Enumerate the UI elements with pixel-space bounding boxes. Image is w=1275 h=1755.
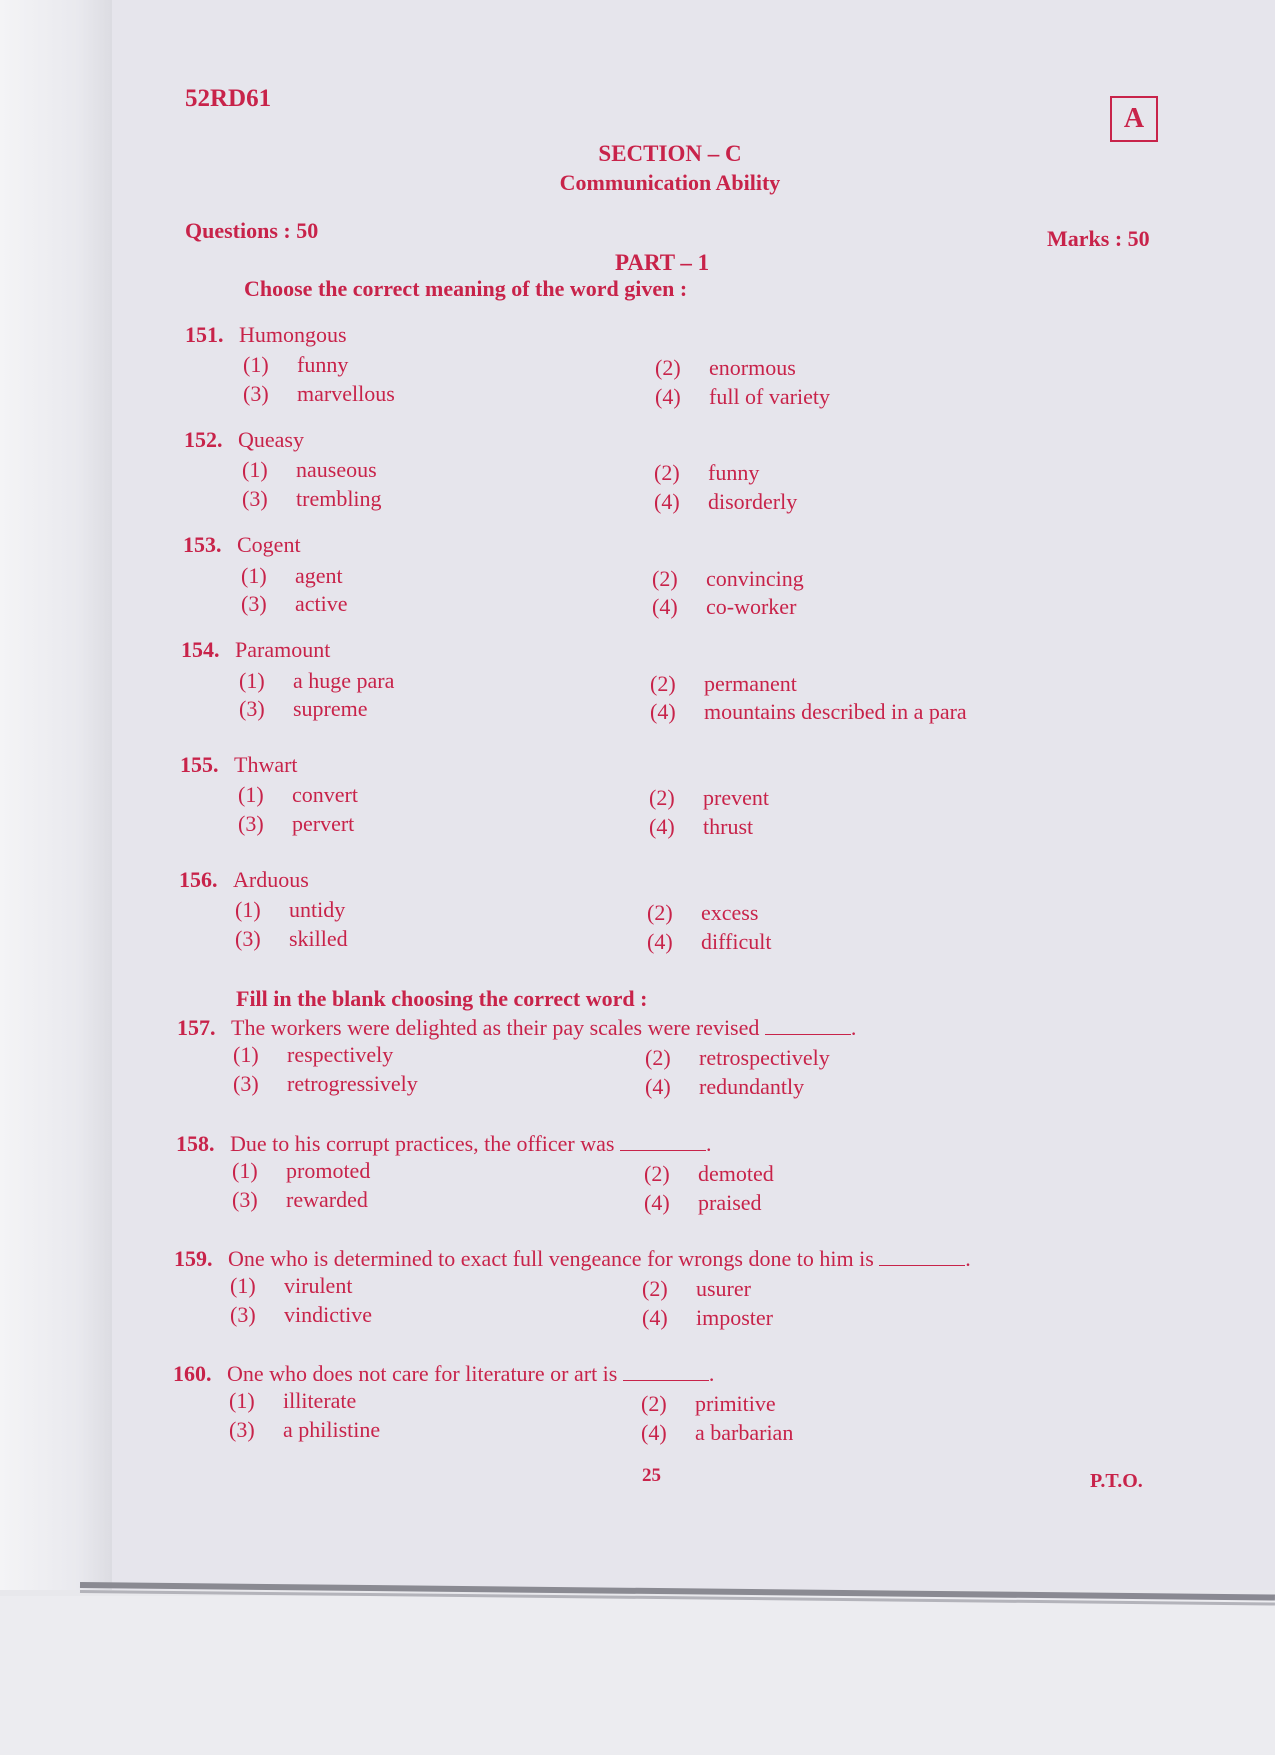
option-2[interactable]: (2) convincing <box>652 566 804 591</box>
option-1[interactable]: (1) respectively <box>233 1042 394 1067</box>
questions-count: Questions : 50 <box>185 218 319 243</box>
section-subtitle: Communication Ability <box>559 170 781 195</box>
option-1[interactable]: (1) a huge para <box>239 668 395 693</box>
option-1[interactable]: (1) illiterate <box>229 1388 357 1413</box>
booklet-series-box: A <box>1110 96 1158 142</box>
option-3[interactable]: (3) trembling <box>242 486 382 511</box>
marks-total: Marks : 50 <box>1047 226 1150 251</box>
question-153 <box>183 532 1243 619</box>
option-4[interactable]: (4) mountains described in a para <box>650 699 967 724</box>
answer-blank <box>879 1243 965 1266</box>
option-3[interactable]: (3) retrogressively <box>233 1071 418 1096</box>
option-4[interactable]: (4) imposter <box>642 1305 773 1330</box>
question-152 <box>184 427 1244 514</box>
booklet-binding <box>0 0 114 1590</box>
option-1[interactable]: (1) virulent <box>230 1273 353 1298</box>
option-4[interactable]: (4) redundantly <box>645 1074 805 1099</box>
option-4[interactable]: (4) thrust <box>649 814 754 839</box>
instruction-fill-blank: Fill in the blank choosing the correct word : <box>236 986 648 1011</box>
option-1[interactable]: (1) nauseous <box>242 457 377 482</box>
question-number: 155. <box>180 752 219 777</box>
option-4[interactable]: (4) co-worker <box>652 594 797 619</box>
option-1[interactable]: (1) promoted <box>232 1158 371 1183</box>
answer-blank <box>623 1358 709 1381</box>
section-title: SECTION – C <box>598 141 742 166</box>
question-number: 160. <box>173 1361 212 1386</box>
option-1[interactable]: (1) funny <box>243 352 349 377</box>
question-number: 159. <box>174 1246 213 1271</box>
answer-blank <box>765 1012 851 1035</box>
question-text: Arduous <box>233 867 309 892</box>
part-heading: PART – 1 <box>615 250 710 275</box>
question-154 <box>181 637 1241 724</box>
question-number: 153. <box>183 532 222 557</box>
option-2[interactable]: (2) permanent <box>650 671 797 696</box>
question-159: 159. One who is determined to exact full vengeance for wrongs done to him is . (1) virulent (2) usurer (3) vindictive (4) imposter <box>174 1243 1234 1273</box>
question-number: 154. <box>181 637 220 662</box>
page-number: 25 <box>642 1465 661 1486</box>
question-160: 160. One who does not care for literature or art is . (1) illiterate (2) primitive (3) a philistine (4) a barbarian <box>173 1358 1233 1388</box>
option-2[interactable]: (2) demoted <box>644 1161 774 1186</box>
question-text: Thwart <box>234 752 298 777</box>
pto-label: P.T.O. <box>1090 1470 1143 1492</box>
option-3[interactable]: (3) pervert <box>238 811 355 836</box>
option-3[interactable]: (3) vindictive <box>230 1302 372 1327</box>
option-3[interactable]: (3) a philistine <box>229 1417 381 1442</box>
option-2[interactable]: (2) retrospectively <box>645 1045 830 1070</box>
question-number: 157. <box>177 1015 216 1040</box>
question-number: 156. <box>179 867 218 892</box>
option-3[interactable]: (3) supreme <box>239 696 368 721</box>
question-text: Cogent <box>237 532 301 557</box>
option-2[interactable]: (2) enormous <box>655 355 796 380</box>
option-2[interactable]: (2) primitive <box>641 1391 776 1416</box>
option-4[interactable]: (4) a barbarian <box>641 1420 794 1445</box>
option-3[interactable]: (3) rewarded <box>232 1187 368 1212</box>
question-text: The workers were delighted as their pay scales were revised <box>231 1015 760 1040</box>
option-4[interactable]: (4) disorderly <box>654 489 798 514</box>
option-1[interactable]: (1) convert <box>238 782 358 807</box>
option-3[interactable]: (3) skilled <box>235 926 348 951</box>
question-text: Due to his corrupt practices, the officer was <box>230 1131 615 1156</box>
question-text: Paramount <box>235 637 331 662</box>
option-1[interactable]: (1) agent <box>241 563 343 588</box>
background-surface <box>0 1596 1275 1755</box>
question-text: One who does not care for literature or art is <box>227 1361 618 1386</box>
question-156 <box>179 867 1239 954</box>
option-2[interactable]: (2) prevent <box>649 785 769 810</box>
question-number: 151. <box>185 322 224 347</box>
option-3[interactable]: (3) active <box>241 591 348 616</box>
question-155 <box>180 752 1240 839</box>
option-4[interactable]: (4) praised <box>644 1190 762 1215</box>
option-3[interactable]: (3) marvellous <box>243 381 395 406</box>
option-2[interactable]: (2) usurer <box>642 1276 751 1301</box>
question-number: 158. <box>176 1131 215 1156</box>
question-158: 158. Due to his corrupt practices, the officer was . (1) promoted (2) demoted (3) rewarded (4) praised <box>176 1128 1236 1158</box>
option-2[interactable]: (2) funny <box>654 460 760 485</box>
paper-code: 52RD61 <box>185 85 272 112</box>
question-text: Queasy <box>238 427 304 452</box>
instruction-meaning: Choose the correct meaning of the word given : <box>244 276 688 301</box>
question-number: 152. <box>184 427 223 452</box>
question-text: One who is determined to exact full vengeance for wrongs done to him is <box>228 1246 874 1271</box>
option-1[interactable]: (1) untidy <box>235 897 346 922</box>
question-151 <box>185 322 1245 409</box>
option-4[interactable]: (4) difficult <box>647 929 772 954</box>
question-157: 157. The workers were delighted as their pay scales were revised . (1) respectively (2) retrospectively (3) retrogressively (4) redundantly <box>177 1012 1237 1042</box>
option-2[interactable]: (2) excess <box>647 900 759 925</box>
option-4[interactable]: (4) full of variety <box>655 384 830 409</box>
answer-blank <box>620 1128 706 1151</box>
question-text: Humongous <box>239 322 347 347</box>
